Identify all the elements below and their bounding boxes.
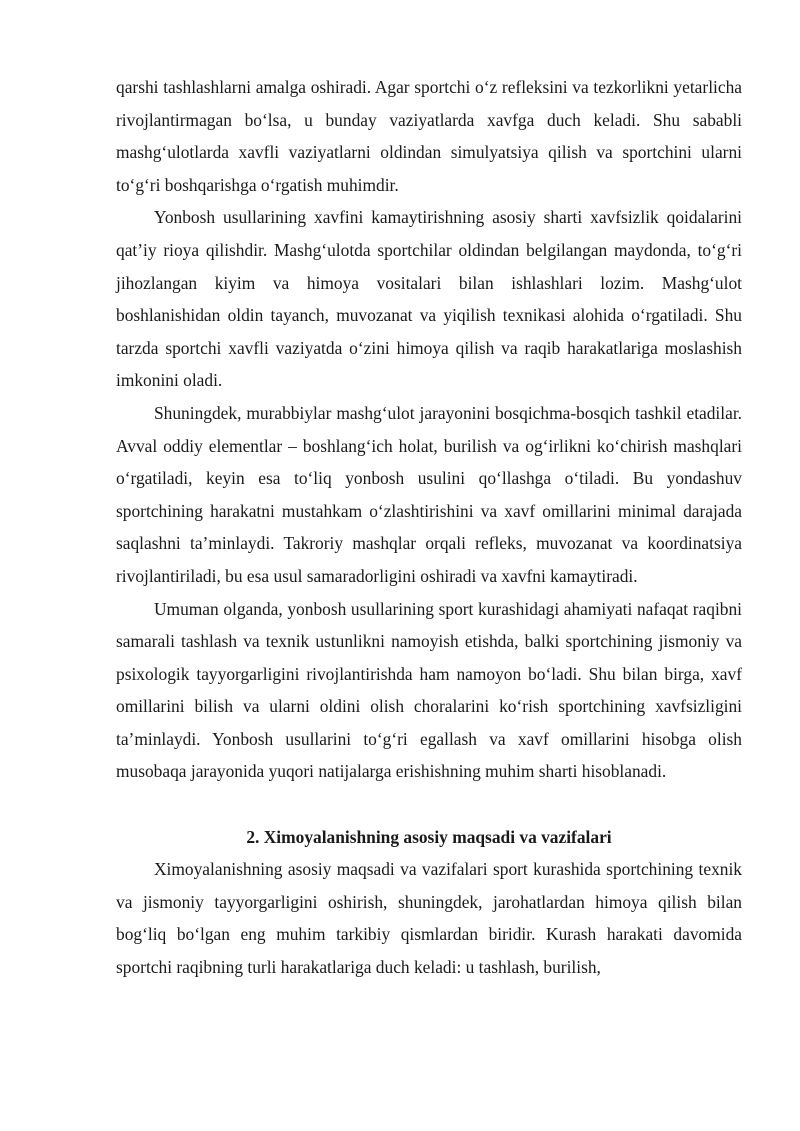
paragraph-training-stages: Shuningdek, murabbiylar mashg‘ulot jarayonini bosqichma-bosqich tashkil etadilar. Avval oddiy elementlar – boshlang‘ich holat, burilish va og‘irlikni ko‘chirish mashqlari o‘rgatiladi, keyin esa to‘liq yonbosh usulini qo‘llashga o‘tiladi. Bu yondashuv sportchining harakatni mustahkam o‘zlashtirishini va xavf omillarini minimal darajada saqlashni ta’minlaydi. Takroriy mashqlar orqali refleks, muvozanat va koordinatsiya rivojlantiriladi, bu esa usul samaradorligini oshiradi va xavfni kamaytiradi. [116,402,742,586]
paragraph-section-intro: Ximoyalanishning asosiy maqsadi va vazifalari sport kurashida sportchining texnik va jismoniy tayyorgarligini oshirish, shuningdek, jarohatlardan himoya qilish bilan bog‘liq bo‘lgan eng muhim tarkibiy qismlardan biridir. Kurash harakati davomida sportchi raqibning turli harakatlariga duch keladi: u tashlash, burilish, [116,859,742,978]
paragraph-risk-reduction: Yonbosh usullarining xavfini kamaytirishning asosiy sharti xavfsizlik qoidalarini qat’iy rioya qilishdir. Mashg‘ulotda sportchilar oldindan belgilangan maydonda, to‘g‘ri jihozlangan kiyim va himoya vositalari bilan ishlashlari lozim. Mashg‘ulot boshlanishidan oldin tayanch, muvozanat va yiqilish texnikasi alohida o‘rgatiladi. Shu tarzda sportchi xavfli vaziyatda o‘zini himoya qilish va raqib harakatlariga moslashish imkonini oladi. [116,207,742,391]
paragraph-conclusion: Umuman olganda, yonbosh usullarining sport kurashidagi ahamiyati nafaqat raqibni samarali tashlash va texnik ustunlikni namoyish etishda, balki sportchining jismoniy va psixologik tayyorgarligini rivojlantirishda ham namoyon bo‘ladi. Shu bilan birga, xavf omillarini bilish va ularni oldini olish choralarini ko‘rish sportchining xavfsizligini ta’minlaydi. Yonbosh usullarini to‘g‘ri egallash va xavf omillarini hisobga olish musobaqa jarayonida yuqori natijalarga erishishning muhim sharti hisoblanadi. [116,598,742,782]
paragraph-continuation: qarshi tashlashlarni amalga oshiradi. Agar sportchi o‘z refleksini va tezkorlikni yetarlicha rivojlantirmagan bo‘lsa, u bunday vaziyatlarda xavfga duch keladi. Shu sababli mashg‘ulotlarda xavfli vaziyatlarni oldindan simulyatsiya qilish va sportchini ularni to‘g‘ri boshqarishga o‘rgatish muhimdir. [116,77,742,195]
section-heading: 2. Ximoyalanishning asosiy maqsadi va vazifalari [246,826,612,847]
page-body [116,71,742,984]
